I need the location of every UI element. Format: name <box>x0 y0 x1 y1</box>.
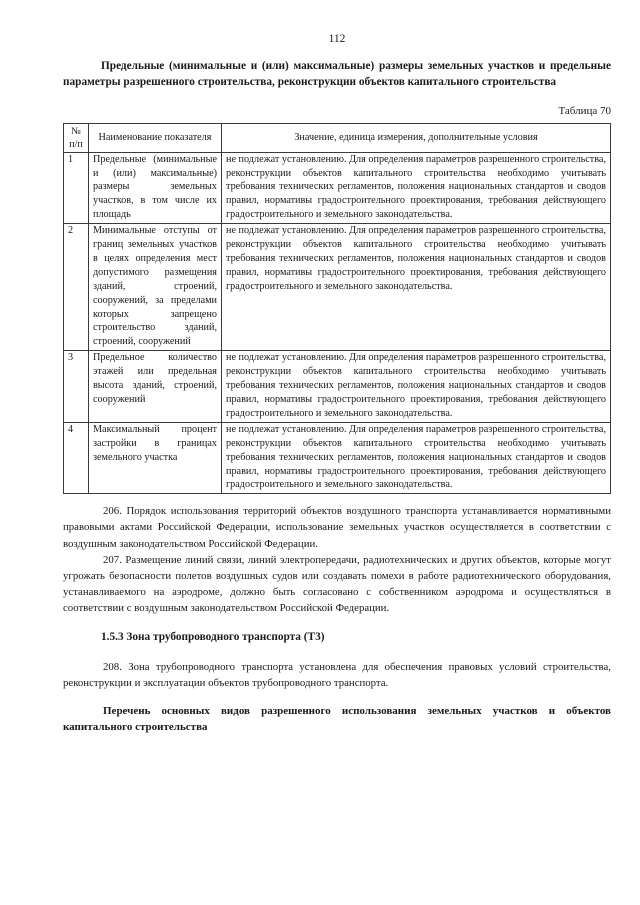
table-row <box>64 224 611 351</box>
table-row <box>64 351 611 423</box>
table-caption: Таблица 70 <box>558 105 611 118</box>
header-num: № п/п <box>64 123 89 152</box>
paragraph-206: 206. Порядок использования территорий объектов воздушного транспорта устанавливается нормативными правовыми актами Российской Федерации, использование земельных участков осуществляется в соответствии с воздушным законодательством Российской Федерации. <box>63 505 611 550</box>
row-value: не подлежат установлению. Для определения параметров разрешенного строительства, реконструкции объектов капитального строительства необходимо учитывать требования технических регламентов, положения национальных стандартов и сводов правил, нормативы градостроительного проектирования, требования действующего градостроительного и земельного законодательства. <box>222 224 611 351</box>
section-title: 1.5.3 Зона трубопроводного транспорта (Т3) <box>101 631 325 643</box>
table-row <box>64 152 611 224</box>
row-name: Предельное количество этажей или предельная высота зданий, строений, сооружений <box>89 351 222 423</box>
row-value: не подлежат установлению. Для определения параметров разрешенного строительства, реконструкции объектов капитального строительства необходимо учитывать требования технических регламентов, положения национальных стандартов и сводов правил, нормативы градостроительного проектирования, требования действующего градостроительного и земельного законодательства. <box>222 422 611 494</box>
row-num: 2 <box>64 224 89 351</box>
header-value: Значение, единица измерения, дополнительные условия <box>222 123 611 152</box>
row-num: 3 <box>64 351 89 423</box>
table-header-row <box>64 123 611 152</box>
row-value: не подлежат установлению. Для определения параметров разрешенного строительства, реконструкции объектов капитального строительства необходимо учитывать требования технических регламентов, положения национальных стандартов и сводов правил, нормативы градостроительного проектирования, требования действующего градостроительного и земельного законодательства. <box>222 152 611 224</box>
parameters-table <box>63 123 611 495</box>
header-name: Наименование показателя <box>89 123 222 152</box>
row-num: 1 <box>64 152 89 224</box>
row-num: 4 <box>64 422 89 494</box>
paragraph-207: 207. Размещение линий связи, линий электропередачи, радиотехнических и других объектов, которые могут угрожать безопасности полетов воздушных судов или создавать помехи в работе радиотехнического оборудования, устанавливаемого на аэродроме, должно быть согласовано с собственником аэродрома и осуществляться в соответствии с воздушным законодательством Российской Федерации. <box>63 553 611 614</box>
table-heading: Предельные (минимальные и (или) максимальные) размеры земельных участков и предельные параметры разрешенного строительства, реконструкции объектов капитального строительства <box>63 60 611 88</box>
list-heading: Перечень основных видов разрешенного использования земельных участков и объектов капитального строительства <box>63 705 611 734</box>
paragraph-208: 208. Зона трубопроводного транспорта установлена для обеспечения правовых условий строительства, реконструкции и эксплуатации объектов трубопроводного транспорта. <box>63 661 611 690</box>
row-name: Минимальные отступы от границ земельных участков в целях определения мест допустимого размещения зданий, строений, сооружений, за пределами которых запрещено строительство зданий, строений, сооружений <box>89 224 222 351</box>
row-value: не подлежат установлению. Для определения параметров разрешенного строительства, реконструкции объектов капитального строительства необходимо учитывать требования технических регламентов, положения национальных стандартов и сводов правил, нормативы градостроительного проектирования, требования действующего градостроительного и земельного законодательства. <box>222 351 611 423</box>
table-row <box>64 422 611 494</box>
page-number: 112 <box>328 33 346 45</box>
document-page <box>63 32 611 735</box>
row-name: Максимальный процент застройки в границах земельного участка <box>89 422 222 494</box>
row-name: Предельные (минимальные и (или) максимальные) размеры земельных участков, в том числе их площадь <box>89 152 222 224</box>
